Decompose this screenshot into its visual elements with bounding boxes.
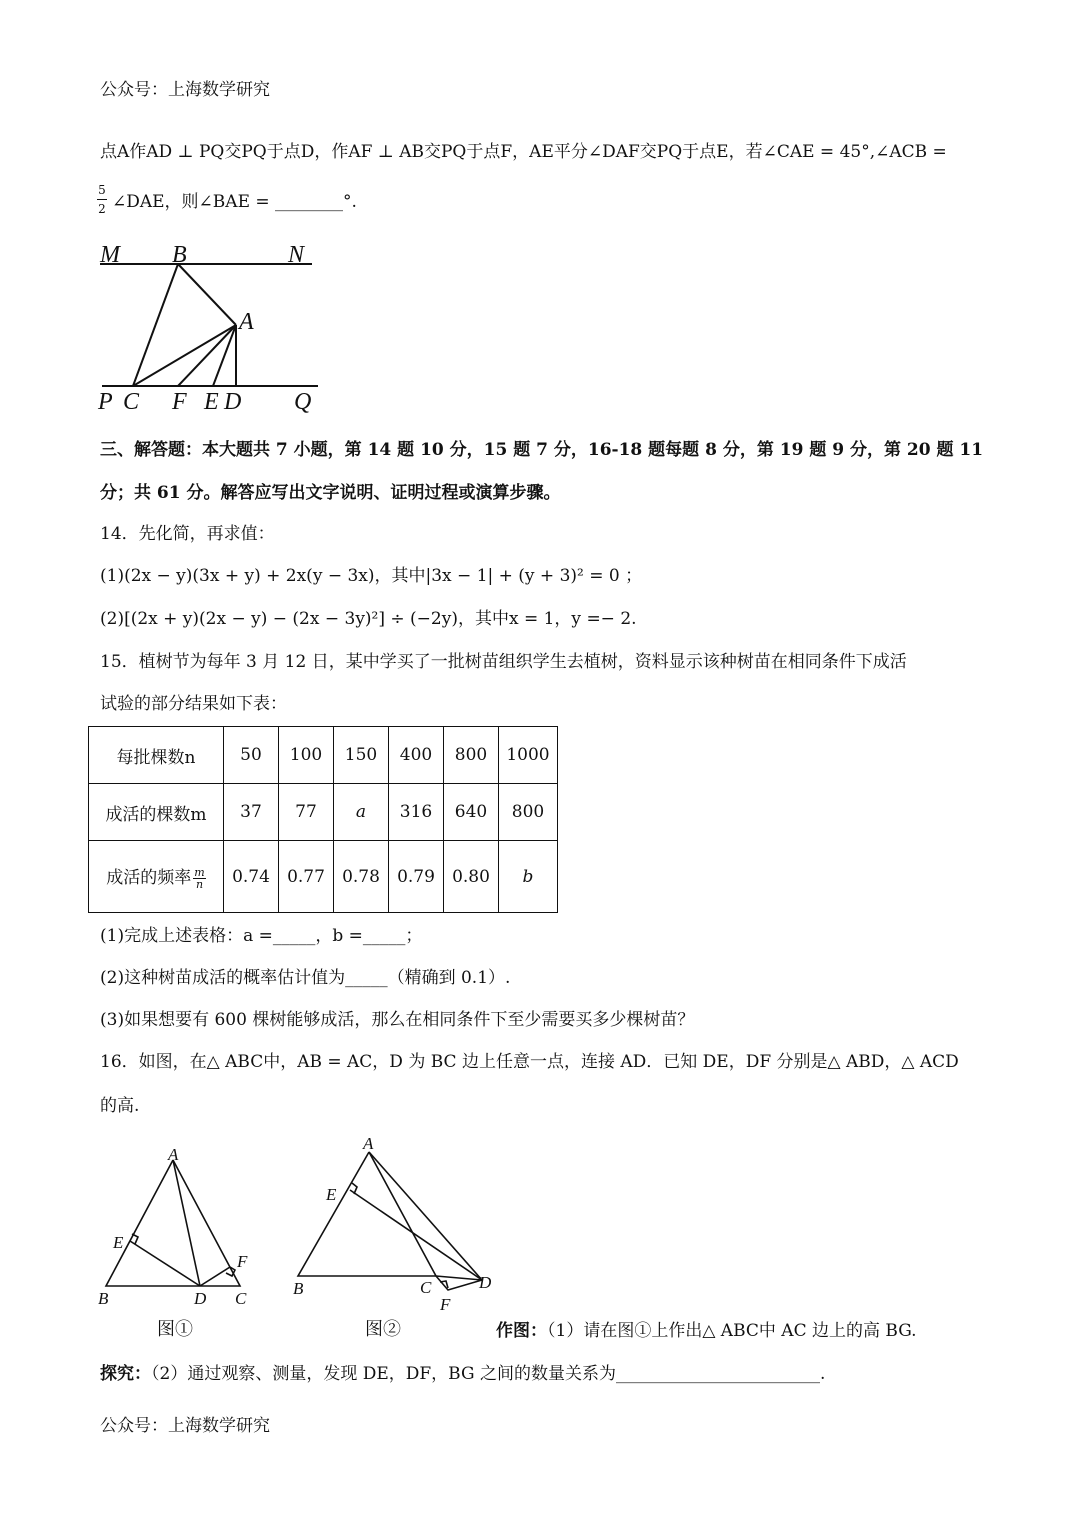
q15-part2: (2)这种树苗成活的概率估计值为_____（精确到 0.1）.	[100, 968, 511, 988]
q13-frac-denominator: 2	[98, 202, 106, 216]
explore-label: 探究：	[100, 1364, 151, 1384]
section3-line1: 三、解答题：本大题共 7 小题，第 14 题 10 分，15 题 7 分，16-18 题每题 8 分，第 19 题 9 分，第 20 题 11	[100, 440, 984, 460]
q13-label-e: E	[204, 389, 219, 415]
fig1-label-f: F	[237, 1252, 248, 1271]
q13-frac-numerator: 5	[98, 183, 106, 197]
frequency-denominator: n	[195, 878, 204, 891]
page-header: 公众号：上海数学研究	[100, 80, 270, 100]
q14-part2: (2)[(2x + y)(2x − y) − (2x − 3y)²] ÷ (−2y)，其中x = 1，y =− 2.	[100, 609, 637, 629]
frequency-fraction	[193, 867, 205, 890]
table-cell: 640	[444, 784, 499, 841]
q13-frac-bar	[97, 199, 107, 200]
q15-part3: (3)如果想要有 600 棵树能够成活，那么在相同条件下至少需要买多少棵树苗？	[100, 1010, 695, 1030]
table-row	[89, 784, 558, 841]
fig1-label-a: A	[168, 1145, 179, 1164]
fig2-caption: 图②	[365, 1319, 401, 1340]
page-footer: 公众号：上海数学研究	[100, 1416, 270, 1436]
q15-part1: (1)完成上述表格：a =_____，b =_____；	[100, 926, 423, 946]
table-cell: a	[334, 784, 389, 841]
fig1-label-d: D	[194, 1289, 207, 1308]
q13-figure	[90, 235, 330, 420]
draw-text: （1）请在图①上作出△ ABC中 AC 边上的高 BG.	[547, 1321, 917, 1341]
table-cell: 150	[334, 727, 389, 784]
fig2-label-c: C	[420, 1278, 432, 1297]
q13-label-d: D	[224, 389, 242, 415]
fig2-label-f: F	[440, 1295, 451, 1314]
table-row-header: 每批棵数n	[89, 727, 224, 784]
q13-label-p: P	[98, 389, 113, 415]
table-cell: 800	[444, 727, 499, 784]
fig2-label-e: E	[326, 1185, 337, 1204]
table-row-header	[89, 841, 224, 913]
fig1-label-e: E	[113, 1233, 124, 1252]
fig1-label-b: B	[98, 1289, 109, 1308]
table-cell: 0.78	[334, 841, 389, 913]
table-cell: 316	[389, 784, 444, 841]
table-row-header: 成活的棵数m	[89, 784, 224, 841]
table-cell: 0.79	[389, 841, 444, 913]
fig1-caption: 图①	[157, 1319, 193, 1340]
table-cell: 37	[224, 784, 279, 841]
table-cell: 400	[389, 727, 444, 784]
fig2-label-a: A	[363, 1134, 374, 1153]
q14-part1: (1)(2x − y)(3x + y) + 2x(y − 3x)，其中|3x − 1| + (y + 3)² = 0 ；	[100, 566, 643, 586]
q15-intro-line1: 15．植树节为每年 3 月 12 日，某中学买了一批树苗组织学生去植树，资料显示该种树苗在相同条件下成活	[100, 652, 907, 672]
q13-label-a: A	[239, 309, 254, 335]
table-cell: 0.80	[444, 841, 499, 913]
table-cell: 1000	[499, 727, 558, 784]
q13-label-c: C	[123, 389, 140, 415]
frequency-numerator: m	[194, 866, 205, 879]
q13-label-f: F	[172, 389, 187, 415]
table-cell: 50	[224, 727, 279, 784]
draw-label: 作图：	[496, 1321, 547, 1341]
q15-intro-line2: 试验的部分结果如下表：	[100, 694, 287, 714]
q16-explore	[100, 1362, 825, 1386]
q13-label-q: Q	[294, 389, 312, 415]
q13-line1: 点A作AD ⊥ PQ交PQ于点D，作AF ⊥ AB交PQ于点F，AE平分∠DAF交PQ于点E，若∠CAE = 45°,∠ACB =	[100, 142, 947, 162]
fig2-label-b: B	[293, 1279, 304, 1298]
q16-intro-line1: 16．如图，在△ ABC中，AB = AC，D 为 BC 边上任意一点，连接 AD．已知 DE，DF 分别是△ ABD，△ ACD	[100, 1052, 959, 1072]
table-cell: 800	[499, 784, 558, 841]
table-cell: 0.74	[224, 841, 279, 913]
q16-figure-2	[288, 1130, 508, 1320]
table-cell: 77	[279, 784, 334, 841]
table-row	[89, 841, 558, 913]
frequency-label: 成活的频率	[106, 868, 192, 888]
q13-label-b: B	[172, 242, 187, 268]
explore-text: （2）通过观察、测量，发现 DE，DF，BG 之间的数量关系为________________________.	[151, 1364, 826, 1384]
q14-title: 14．先化简，再求值：	[100, 524, 275, 544]
q13-label-m: M	[100, 242, 120, 268]
fig2-label-d: D	[479, 1273, 492, 1292]
table-cell: 100	[279, 727, 334, 784]
q16-figure-1	[90, 1140, 265, 1315]
q16-intro-line2: 的高.	[100, 1096, 140, 1116]
section3-line2: 分；共 61 分。解答应写出文字说明、证明过程或演算步骤。	[100, 483, 561, 503]
table-row	[89, 727, 558, 784]
q15-data-table	[88, 726, 558, 913]
table-cell: b	[499, 841, 558, 913]
q16-draw-instruction	[496, 1319, 917, 1343]
table-cell: 0.77	[279, 841, 334, 913]
fig1-label-c: C	[235, 1289, 247, 1308]
q13-line2: ∠DAE，则∠BAE = ________°.	[112, 192, 357, 212]
q13-label-n: N	[288, 242, 305, 268]
